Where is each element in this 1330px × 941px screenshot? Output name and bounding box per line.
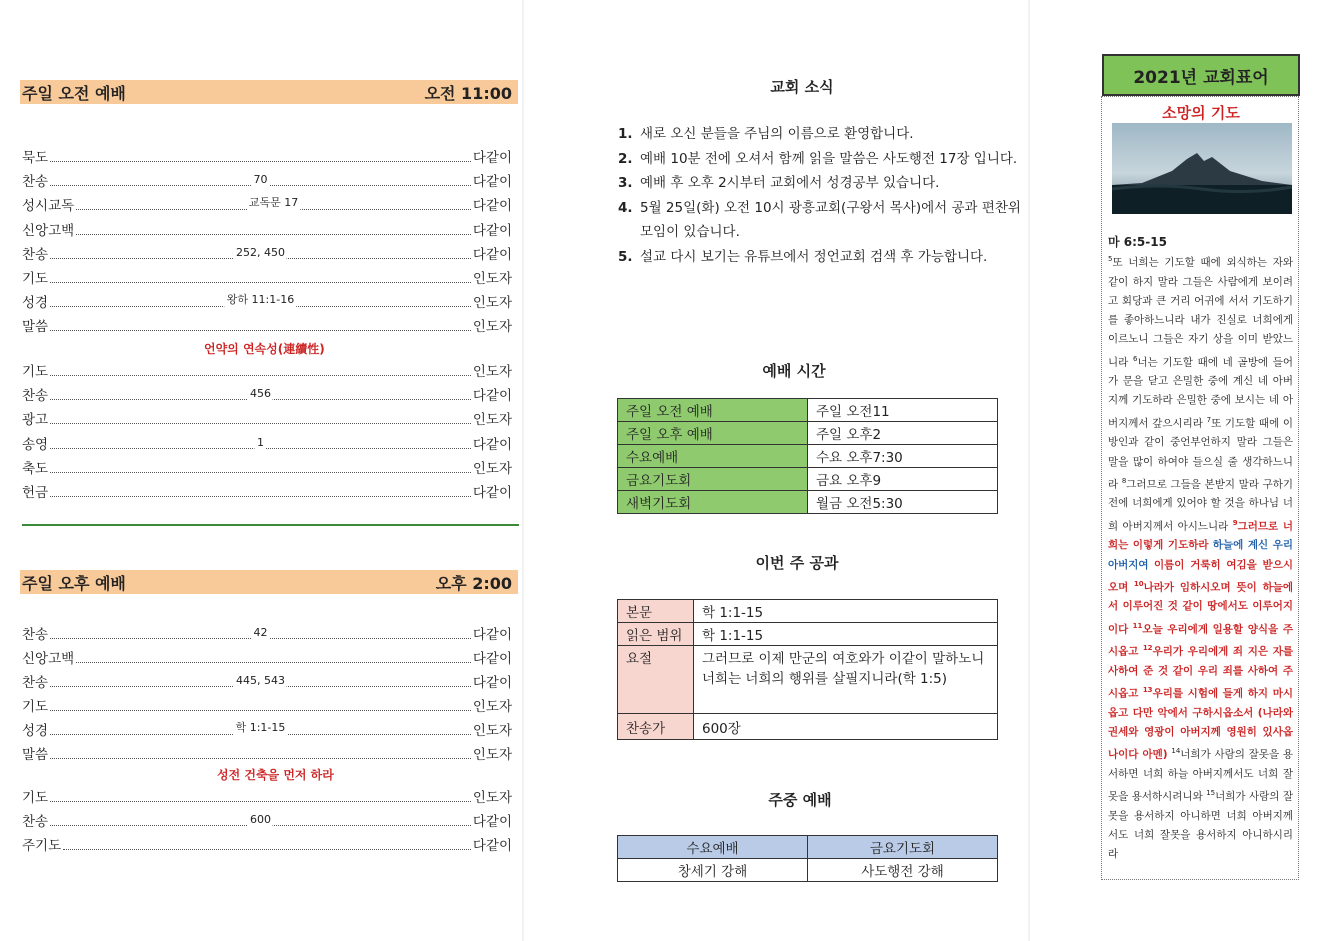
- midweek-value-row: [618, 859, 998, 882]
- section-divider: [22, 524, 519, 526]
- lesson-table: [617, 599, 998, 740]
- order-row: [22, 408, 512, 428]
- order-item-label: 기도: [22, 790, 49, 806]
- news-item: [618, 245, 1028, 270]
- order-row: [22, 695, 512, 715]
- passage-value: 학 1:1-15: [694, 600, 998, 623]
- dot-leader: [50, 721, 471, 735]
- dot-leader: [50, 496, 471, 497]
- schedule-name: 주일 오후 예배: [618, 422, 808, 445]
- afternoon-service-time: 오후 2:00: [435, 573, 512, 593]
- order-item-label: 말씀: [22, 747, 49, 763]
- midweek-header-row: [618, 836, 998, 859]
- order-item-leader: 인도자: [472, 747, 512, 763]
- dot-leader: [50, 173, 471, 187]
- dot-leader: [50, 674, 471, 687]
- order-item-label: 성시교독: [22, 198, 75, 215]
- dot-leader: [50, 813, 471, 826]
- order-item-label: 기도: [22, 699, 49, 715]
- news-item: [618, 147, 1028, 172]
- order-row: [22, 671, 512, 691]
- order-item-detail: 왕하 11:1-16: [226, 293, 295, 307]
- news-item: [618, 171, 1028, 196]
- news-number: 4.: [618, 199, 633, 216]
- order-row: [22, 433, 512, 453]
- order-row: [22, 291, 512, 311]
- dot-leader: [76, 196, 471, 210]
- verse-9c: 이름이 거룩히 여김을 받으시오며: [1108, 558, 1293, 594]
- dot-leader: [76, 662, 471, 663]
- order-row: [22, 170, 512, 190]
- lesson-row: [618, 600, 998, 623]
- news-text: 예배 후 오후 2시부터 교회에서 성경공부 있습니다.: [640, 175, 940, 191]
- dot-leader: [50, 330, 471, 331]
- order-row: [22, 146, 512, 166]
- midweek-title: 주중 예배: [768, 791, 832, 809]
- schedule-table: [617, 398, 998, 514]
- dot-leader: [50, 293, 471, 307]
- verse-7: 또 기도할 때에 이방인과 같이 중언부언하지 말라 그들은 말을 많이 하여야 들으실 줄 생각하느니라: [1108, 417, 1294, 491]
- order-item-leader: 인도자: [472, 295, 512, 312]
- key-verse-value: 그러므로 이제 만군의 여호와가 이같이 말하노니 너희는 너희의 행위를 살필지니라(학 1:5): [694, 646, 998, 714]
- friday-header: 금요기도회: [808, 836, 998, 859]
- morning-service-header: [20, 80, 518, 104]
- news-title: 교회 소식: [770, 78, 834, 96]
- verse-9b: 하늘에 계신 우리 아버지여: [1108, 539, 1294, 571]
- schedule-time: 금요 오후9: [808, 468, 998, 491]
- order-item-leader: 다같이: [472, 150, 512, 166]
- order-row: [22, 315, 512, 335]
- order-item-leader: 다같이: [472, 222, 512, 239]
- order-item-detail: 학 1:1-15: [235, 721, 286, 734]
- order-item-leader: 다같이: [472, 198, 512, 215]
- order-row: [22, 810, 512, 830]
- dot-leader: [50, 710, 471, 711]
- order-item-leader: 인도자: [472, 412, 512, 429]
- motto-header: [1102, 54, 1300, 96]
- dot-leader: [50, 282, 471, 283]
- schedule-time: 월금 오전5:30: [808, 491, 998, 514]
- order-item-label: 기도: [22, 364, 49, 380]
- morning-service-time: 오전 11:00: [424, 83, 512, 103]
- order-item-label: 묵도: [22, 150, 49, 166]
- verse-10: 나라가 임하시오며 뜻이 하늘에서 이루어진 것 같이 땅에서도 이루어지이다: [1108, 581, 1294, 636]
- order-item-label: 말씀: [22, 319, 49, 336]
- order-item-leader: 인도자: [472, 319, 512, 336]
- verse-13: 우리를 시험에 들게 하지 마시옵고 다만 악에서 구하시옵소서 (나라와 권세와 영광이 아버지께 영원히 있사옵나이다 아멘): [1108, 687, 1294, 761]
- sermon-title: 언약의 연속성(連續性): [204, 342, 325, 356]
- order-item-leader: 다같이: [472, 174, 512, 191]
- schedule-title: 예배 시간: [762, 362, 826, 380]
- order-row: [22, 481, 512, 501]
- order-item-detail: 교독문 17: [248, 196, 299, 210]
- order-item-leader: 다같이: [472, 388, 512, 405]
- order-item-leader: 다같이: [472, 246, 512, 263]
- hymn-label: 찬송가: [618, 714, 694, 740]
- dot-leader: [50, 626, 471, 639]
- order-item-leader: 인도자: [472, 723, 512, 739]
- prayer-title: 소망의 기도: [1162, 104, 1240, 122]
- order-item-leader: 인도자: [472, 364, 512, 380]
- order-item-leader: 인도자: [472, 790, 512, 806]
- order-item-leader: 인도자: [472, 271, 512, 287]
- schedule-row: [618, 422, 998, 445]
- order-row: [22, 647, 512, 667]
- morning-service-title: 주일 오전 예배: [22, 83, 126, 103]
- order-item-label: 찬송: [22, 174, 49, 191]
- dot-leader: [50, 375, 471, 376]
- reading-label: 읽은 범위: [618, 623, 694, 646]
- news-number: 2.: [618, 150, 633, 167]
- lesson-row: [618, 646, 998, 714]
- order-item-label: 신앙고백: [22, 222, 75, 239]
- dot-leader: [50, 423, 471, 424]
- order-item-label: 기도: [22, 271, 49, 287]
- verse-15: 너희가 사람의 잘못을 용서하지 아니하면 너희 아버지께서도 너희 잘못을 용서하지 아니하시리라: [1108, 790, 1293, 861]
- afternoon-service-title: 주일 오후 예배: [22, 573, 126, 593]
- order-item-detail: 252, 450: [235, 245, 285, 259]
- order-row: [22, 743, 512, 763]
- dot-leader: [50, 161, 471, 162]
- dot-leader: [50, 801, 471, 802]
- verse-6: 너는 기도할 때에 네 골방에 들어가 문을 닫고 은밀한 중에 계신 네 아버지께 기도하라 은밀한 중에 보시는 네 아버지께서 갚으시리라: [1108, 356, 1293, 430]
- order-row: [22, 243, 512, 263]
- order-item-label: 성경: [22, 723, 49, 739]
- schedule-time: 수요 오후7:30: [808, 445, 998, 468]
- order-row: [22, 719, 512, 739]
- order-item-label: 축도: [22, 460, 49, 477]
- wednesday-value: 창세기 강해: [618, 859, 808, 882]
- passage-label: 본문: [618, 600, 694, 623]
- order-row: [22, 194, 512, 214]
- lesson-title: 이번 주 공과: [755, 554, 839, 572]
- verse-reference: 마 6:5-15: [1108, 235, 1167, 249]
- order-item-detail: 70: [253, 173, 268, 187]
- midweek-table: [617, 835, 998, 882]
- order-row: [22, 834, 512, 854]
- news-text: 예배 10분 전에 오셔서 함께 읽을 말씀은 사도행전 17장 입니다.: [640, 150, 1018, 167]
- schedule-name: 주일 오전 예배: [618, 399, 808, 422]
- dot-leader: [63, 849, 471, 850]
- verse-9a: 그러므로 너희는 이렇게 기도하라: [1108, 520, 1294, 552]
- schedule-row: [618, 491, 998, 514]
- order-item-label: 찬송: [22, 814, 49, 830]
- motto-title: 2021년 교회표어: [1133, 67, 1269, 88]
- key-verse-label: 요절: [618, 646, 694, 714]
- order-item-leader: 다같이: [472, 814, 512, 830]
- order-item-leader: 다같이: [472, 651, 512, 667]
- news-text: 설교 다시 보기는 유튜브에서 정언교회 검색 후 가능합니다.: [640, 248, 988, 265]
- news-list: [618, 122, 1028, 269]
- order-row: [22, 384, 512, 404]
- order-item-label: 헌금: [22, 485, 49, 501]
- order-item-leader: 인도자: [472, 699, 512, 715]
- order-item-leader: 인도자: [472, 460, 512, 477]
- wednesday-header: 수요예배: [618, 836, 808, 859]
- order-item-detail: 1: [256, 435, 264, 449]
- order-item-label: 성경: [22, 295, 49, 312]
- dot-leader: [50, 245, 471, 259]
- order-item-detail: 42: [253, 626, 268, 639]
- news-item: [618, 122, 1028, 147]
- schedule-name: 새벽기도회: [618, 491, 808, 514]
- dot-leader: [50, 758, 471, 759]
- verse-14: 너희가 사람의 잘못을 용서하면 너희 하늘 아버지께서도 너희 잘못을 용서하시려니와: [1108, 748, 1293, 803]
- order-item-leader: 다같이: [472, 485, 512, 501]
- lesson-row: [618, 623, 998, 646]
- order-row: [22, 219, 512, 239]
- dot-leader: [50, 472, 471, 473]
- news-text: 5월 25일(화) 오전 10시 광흥교회(구왕서 목사)에서 공과 편찬위 모임이 있습니다.: [640, 199, 1021, 240]
- order-item-label: 주기도: [22, 838, 62, 854]
- news-number: 5.: [618, 248, 633, 265]
- mountain-image: [1112, 123, 1292, 214]
- schedule-name: 수요예배: [618, 445, 808, 468]
- order-row: [22, 786, 512, 806]
- schedule-time: 주일 오전11: [808, 399, 998, 422]
- verse-8: 그러므로 그들을 본받지 말라 구하기 전에 너희에게 있어야 할 것을 하나님 너희 아버지께서 아시느니라: [1108, 478, 1294, 533]
- news-item: [618, 196, 1028, 245]
- schedule-time: 주일 오후2: [808, 422, 998, 445]
- order-item-leader: 다같이: [472, 675, 512, 691]
- fold-line-left: [522, 0, 524, 941]
- order-item-label: 찬송: [22, 627, 49, 643]
- schedule-row: [618, 468, 998, 491]
- friday-value: 사도행전 강해: [808, 859, 998, 882]
- order-item-leader: 다같이: [472, 627, 512, 643]
- reading-value: 학 1:1-15: [694, 623, 998, 646]
- order-item-leader: 다같이: [472, 436, 512, 453]
- order-item-label: 신앙고백: [22, 651, 75, 667]
- news-text: 새로 오신 분들을 주님의 이름으로 환영합니다.: [640, 126, 914, 142]
- lesson-row: [618, 714, 998, 740]
- order-item-label: 찬송: [22, 246, 49, 263]
- sermon-title: 성전 건축을 먼저 하라: [217, 768, 334, 782]
- order-item-detail: 456: [249, 387, 271, 401]
- verse-11: 오늘 우리에게 일용할 양식을 주시옵고: [1108, 623, 1294, 658]
- order-item-label: 송영: [22, 436, 49, 453]
- order-item-label: 찬송: [22, 675, 49, 691]
- order-item-detail: 600: [249, 813, 271, 826]
- news-number: 1.: [618, 126, 633, 142]
- order-item-label: 광고: [22, 412, 49, 429]
- afternoon-service-header: [20, 570, 518, 594]
- schedule-row: [618, 399, 998, 422]
- schedule-name: 금요기도회: [618, 468, 808, 491]
- news-number: 3.: [618, 175, 633, 191]
- dot-leader: [76, 234, 471, 235]
- fold-line-right: [1028, 0, 1030, 941]
- order-item-label: 찬송: [22, 388, 49, 405]
- order-item-leader: 다같이: [472, 838, 512, 854]
- order-row: [22, 267, 512, 287]
- order-row: [22, 457, 512, 477]
- order-item-detail: 445, 543: [235, 674, 285, 687]
- dot-leader: [50, 435, 471, 449]
- order-row: [22, 623, 512, 643]
- verse-5: 또 너희는 기도할 때에 외식하는 자와 같이 하지 말라 그들은 사람에게 보이려고 회당과 큰 거리 어귀에 서서 기도하기를 좋아하느니라 내가 진실로 너희에게 이르노니 그들은 자기 상을 이미 받았느니라: [1108, 256, 1293, 369]
- scripture-passage: $^5$또 너희는 기도할 때에 외식하는 자와 같이 하지 말라 그들은 사람에게 보이려고 회당과 큰 거리 어귀에 서서 기도하기를 좋아하느니라 내가 진실로 너희에게 이르노니 그들은 자기 상을 이미 받았느니라 $^6$너는 기도할 때에 네 골방에 들어가 문을 닫고 은밀한 중에 계신 네 아버지께 기도하라 은밀한 중에 보시는 네 아버지께서 갚으시리라 $^7$또 기도할 때에 이방인과 같이 중언부언하지 말라 그들은 말을 많이 하여야 들으실 줄 생각하느니라 $^8$그러므로 그들을 본받지 말라 구하기 전에 너희에게 있어야 할 것을 하나님 너희 아버지께서 아시느니라 $^9$그러므로 너희는 이렇게 기도하라 하늘에 계신 우리 아버지여 이름이 거룩히 여김을 받으시오며 $^{10}$나라가 임하시오며 뜻이 하늘에서 이루어진 것 같이 땅에서도 이루어지이다 $^{11}$오늘 우리에게 일용할 양식을 주시옵고 $^{12}$우리가 우리에게 죄 지은 자를 사하여 준 것 같이 우리 죄를 사하여 주시옵고 $^{13}$우리를 시험에 들게 하지 마시옵고 다만 악에서 구하시옵소서 (나라와 권세와 영광이 아버지께 영원히 있사옵나이다 아멘) $^{14}$너희가 사람의 잘못을 용서하면 너희 하늘 아버지께서도 너희 잘못을 용서하시려니와 $^{15}$너희가 사람의 잘못을 용서하지 아니하면 너희 아버지께서도 너희 잘못을 용서하지 아니하시리라: [1108, 255, 1294, 861]
- hymn-value: 600장: [694, 714, 998, 740]
- dot-leader: [50, 387, 471, 401]
- schedule-row: [618, 445, 998, 468]
- verse-12: 우리가 우리에게 죄 지은 자를 사하여 준 것 같이 우리 죄를 사하여 주시옵고: [1108, 645, 1294, 700]
- order-row: [22, 360, 512, 380]
